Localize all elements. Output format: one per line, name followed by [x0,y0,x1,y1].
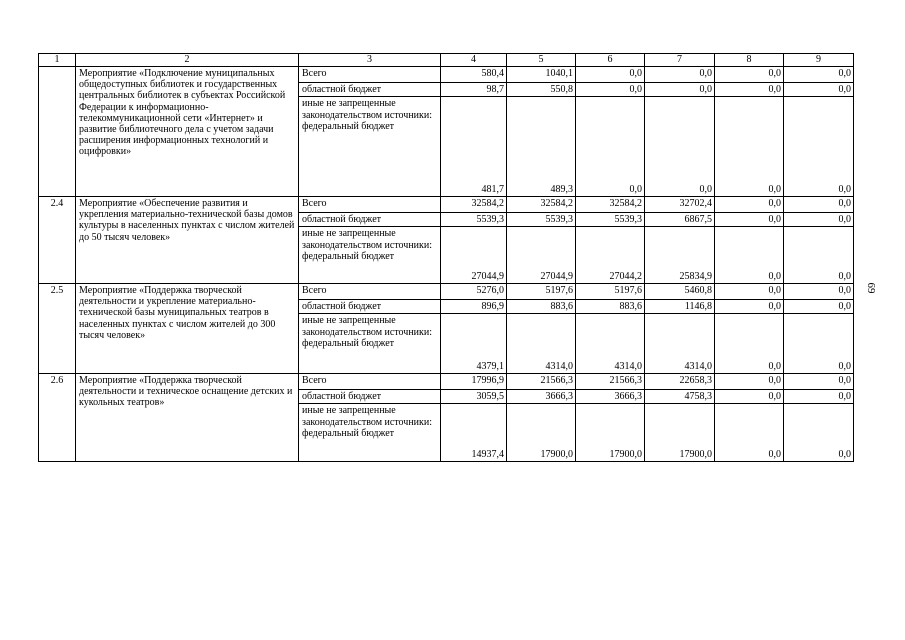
amount-cell: 489,3 [507,97,576,197]
activity-description: Мероприятие «Обеспечение развития и укрепления материально-технической базы домов культуры в населенных пунктах с числом жителей до 50 тысяч человек» [76,197,299,284]
amount-cell: 0,0 [784,404,854,462]
amount-cell: 0,0 [715,404,784,462]
amount-cell: 0,0 [715,67,784,83]
amount-cell: 0,0 [645,83,715,97]
page-number: 69 [865,282,877,294]
funding-source: Всего [299,67,441,83]
column-number: 7 [645,54,715,67]
amount-cell: 5539,3 [576,213,645,227]
amount-cell: 896,9 [441,300,507,314]
amount-cell: 27044,9 [507,227,576,284]
amount-cell: 32584,2 [576,197,645,213]
amount-cell: 3666,3 [507,390,576,404]
amount-cell: 0,0 [784,97,854,197]
amount-cell: 0,0 [784,67,854,83]
column-number: 9 [784,54,854,67]
amount-cell: 0,0 [715,197,784,213]
amount-cell: 883,6 [576,300,645,314]
column-number: 2 [76,54,299,67]
amount-cell: 5276,0 [441,284,507,300]
amount-cell: 98,7 [441,83,507,97]
amount-cell: 0,0 [715,314,784,374]
funding-source: областной бюджет [299,213,441,227]
table-row [39,284,854,300]
amount-cell: 32702,4 [645,197,715,213]
amount-cell: 0,0 [784,374,854,390]
amount-cell: 0,0 [784,390,854,404]
activity-description: Мероприятие «Поддержка творческой деятельности и укрепление материально-технической базы муниципальных театров в населенных пунктах с числом жителей до 300 тысяч человек» [76,284,299,374]
table-row [39,67,854,83]
column-number: 5 [507,54,576,67]
amount-cell: 1040,1 [507,67,576,83]
amount-cell: 3666,3 [576,390,645,404]
amount-cell: 4758,3 [645,390,715,404]
amount-cell: 0,0 [715,374,784,390]
item-number: 2.5 [39,284,76,374]
funding-source: Всего [299,197,441,213]
amount-cell: 32584,2 [441,197,507,213]
amount-cell: 4314,0 [576,314,645,374]
amount-cell: 481,7 [441,97,507,197]
amount-cell: 0,0 [645,97,715,197]
amount-cell: 0,0 [784,284,854,300]
column-number: 8 [715,54,784,67]
funding-source: иные не запрещенные законодательством источники: федеральный бюджет [299,227,441,284]
amount-cell: 0,0 [715,213,784,227]
amount-cell: 0,0 [715,227,784,284]
amount-cell: 580,4 [441,67,507,83]
column-number: 3 [299,54,441,67]
amount-cell: 0,0 [715,97,784,197]
column-number: 1 [39,54,76,67]
item-number [39,67,76,197]
amount-cell: 4314,0 [507,314,576,374]
amount-cell: 27044,2 [576,227,645,284]
amount-cell: 4314,0 [645,314,715,374]
amount-cell: 550,8 [507,83,576,97]
funding-source: иные не запрещенные законодательством источники: федеральный бюджет [299,314,441,374]
budget-table [38,53,854,462]
amount-cell: 6867,5 [645,213,715,227]
funding-source: областной бюджет [299,390,441,404]
amount-cell: 0,0 [715,284,784,300]
amount-cell: 17900,0 [576,404,645,462]
amount-cell: 21566,3 [576,374,645,390]
amount-cell: 25834,9 [645,227,715,284]
amount-cell: 5197,6 [507,284,576,300]
amount-cell: 0,0 [576,83,645,97]
amount-cell: 0,0 [576,67,645,83]
table-row [39,374,854,390]
amount-cell: 883,6 [507,300,576,314]
funding-source: иные не запрещенные законодательством источники: федеральный бюджет [299,97,441,197]
amount-cell: 27044,9 [441,227,507,284]
amount-cell: 3059,5 [441,390,507,404]
amount-cell: 0,0 [784,197,854,213]
amount-cell: 0,0 [784,213,854,227]
amount-cell: 14937,4 [441,404,507,462]
amount-cell: 5539,3 [441,213,507,227]
funding-source: областной бюджет [299,83,441,97]
amount-cell: 0,0 [715,300,784,314]
table-row [39,197,854,213]
column-number-row [39,54,854,67]
amount-cell: 22658,3 [645,374,715,390]
amount-cell: 5539,3 [507,213,576,227]
amount-cell: 0,0 [784,83,854,97]
amount-cell: 17900,0 [507,404,576,462]
activity-description: Мероприятие «Поддержка творческой деятельности и техническое оснащение детских и кукольных театров» [76,374,299,462]
column-number: 4 [441,54,507,67]
amount-cell: 21566,3 [507,374,576,390]
amount-cell: 5460,8 [645,284,715,300]
funding-source: областной бюджет [299,300,441,314]
amount-cell: 0,0 [645,67,715,83]
funding-source: Всего [299,374,441,390]
amount-cell: 0,0 [715,83,784,97]
activity-description: Мероприятие «Подключение муниципальных общедоступных библиотек и государственных центральных библиотек в субъектах Российской Федерации к информационно-телекоммуникационной сети «Интернет» и развитие библиотечного дела с учетом задачи расширения информационных технологий и оцифровки» [76,67,299,197]
budget-table-sheet [38,53,853,462]
amount-cell: 0,0 [784,300,854,314]
item-number: 2.6 [39,374,76,462]
amount-cell: 0,0 [715,390,784,404]
amount-cell: 32584,2 [507,197,576,213]
column-number: 6 [576,54,645,67]
amount-cell: 1146,8 [645,300,715,314]
funding-source: Всего [299,284,441,300]
amount-cell: 0,0 [576,97,645,197]
amount-cell: 0,0 [784,227,854,284]
amount-cell: 5197,6 [576,284,645,300]
amount-cell: 17996,9 [441,374,507,390]
amount-cell: 4379,1 [441,314,507,374]
funding-source: иные не запрещенные законодательством источники: федеральный бюджет [299,404,441,462]
amount-cell: 17900,0 [645,404,715,462]
item-number: 2.4 [39,197,76,284]
amount-cell: 0,0 [784,314,854,374]
